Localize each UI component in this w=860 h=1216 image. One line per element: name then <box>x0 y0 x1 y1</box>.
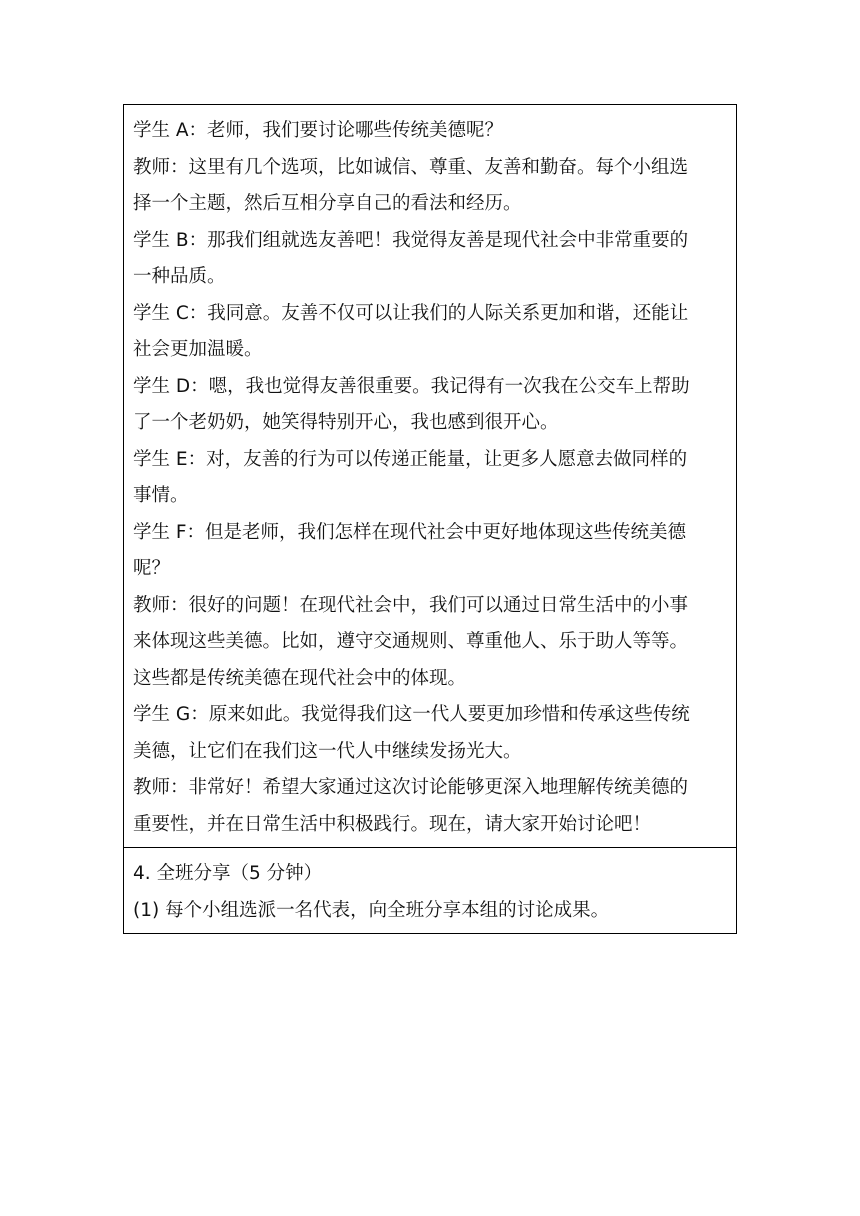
dialogue-line: 学生 C：我同意。友善不仅可以让我们的人际关系更加和谐，还能让 <box>133 302 689 324</box>
dialogue-cell <box>124 105 736 847</box>
dialogue-line: 学生 B：那我们组就选友善吧！我觉得友善是现代社会中非常重要的 <box>133 229 689 251</box>
dialogue-line: 学生 F：但是老师，我们怎样在现代社会中更好地体现这些传统美德 <box>133 521 687 543</box>
section-heading: 4. 全班分享（5 分钟） <box>133 863 323 884</box>
dialogue-line: 来体现这些美德。比如，遵守交通规则、尊重他人、乐于助人等等。 <box>133 631 689 652</box>
dialogue-line: 教师：这里有几个选项，比如诚信、尊重、友善和勤奋。每个小组选 <box>133 156 689 178</box>
class-sharing-cell <box>124 847 736 933</box>
dialogue-line: 美德，让它们在我们这一代人中继续发扬光大。 <box>133 740 522 762</box>
dialogue-line: 教师：很好的问题！在现代社会中，我们可以通过日常生活中的小事 <box>133 594 689 616</box>
dialogue-line: 一种品质。 <box>133 266 226 287</box>
dialogue-line: 学生 D：嗯，我也觉得友善很重要。我记得有一次我在公交车上帮助 <box>133 375 690 397</box>
dialogue-line: 社会更加温暖。 <box>133 339 263 360</box>
sharing-step: (1) 每个小组选派一名代表，向全班分享本组的讨论成果。 <box>133 899 610 921</box>
dialogue-line: 重要性，并在日常生活中积极践行。现在，请大家开始讨论吧！ <box>133 813 652 835</box>
dialogue-line: 了一个老奶奶，她笑得特别开心，我也感到很开心。 <box>133 412 559 433</box>
dialogue-line: 这些都是传统美德在现代社会中的体现。 <box>133 667 467 689</box>
dialogue-line: 学生 A：老师，我们要讨论哪些传统美德呢？ <box>133 120 504 141</box>
dialogue-line: 呢？ <box>133 558 171 579</box>
dialogue-line: 事情。 <box>133 485 189 506</box>
dialogue-line: 学生 G：原来如此。我觉得我们这一代人要更加珍惜和传承这些传统 <box>133 704 690 725</box>
dialogue-line: 学生 E：对，友善的行为可以传递正能量，让更多人愿意去做同样的 <box>133 448 688 470</box>
dialogue-line: 择一个主题，然后互相分享自己的看法和经历。 <box>133 193 522 214</box>
lesson-plan-table <box>123 104 737 934</box>
dialogue-line: 教师：非常好！希望大家通过这次讨论能够更深入地理解传统美德的 <box>133 777 689 798</box>
